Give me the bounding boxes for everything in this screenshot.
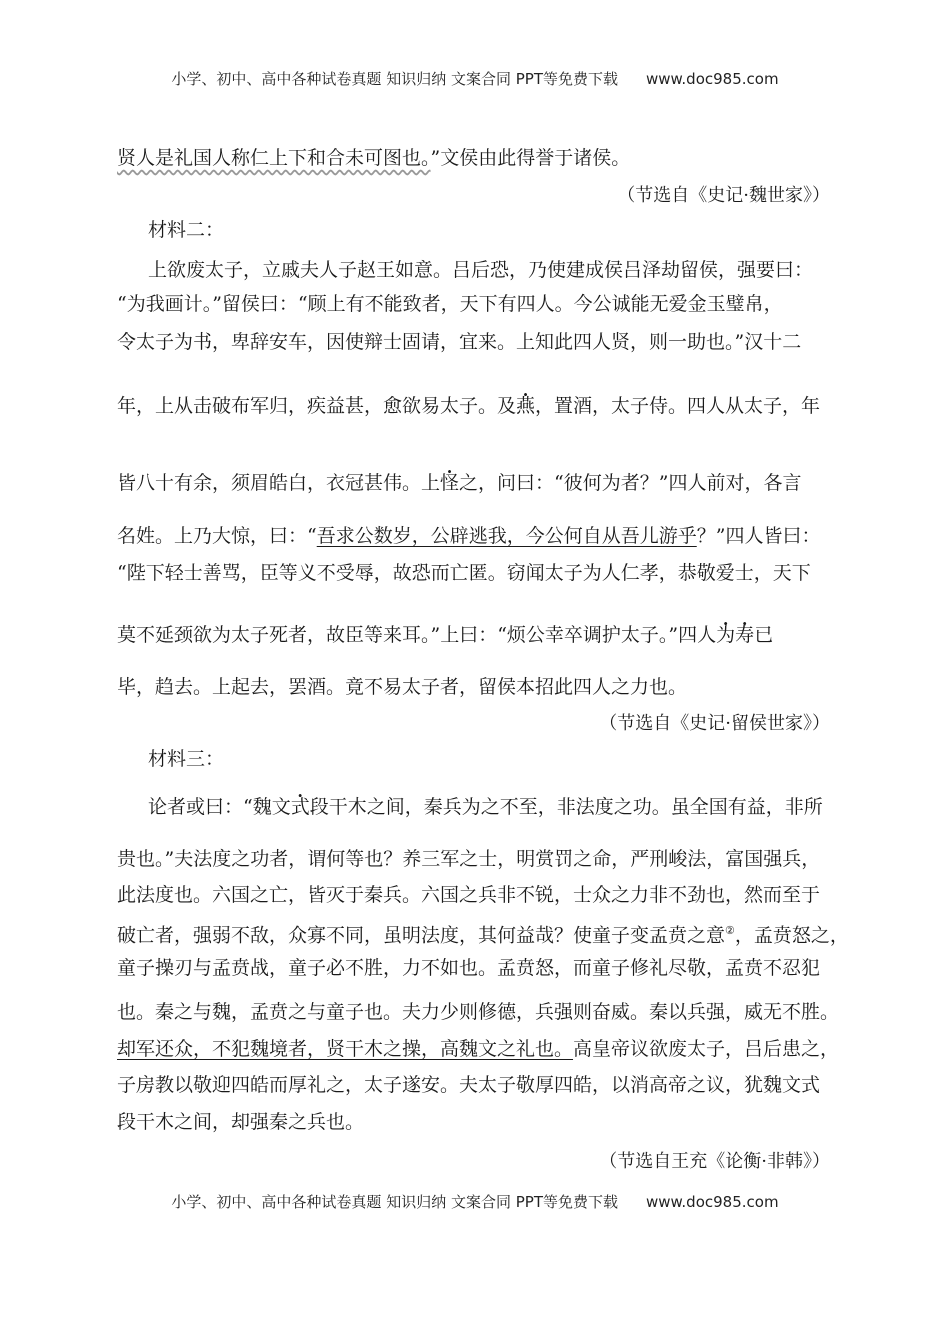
footer-text: 小学、初中、高中各种试卷真题 知识归纳 文案合同 PPT等免费下载 <box>171 1193 618 1211</box>
emphasis-dot-char: 怪 <box>440 472 460 494</box>
footnote-marker: ② <box>725 924 735 937</box>
text-line-19: 段干木之间，却强秦之兵也。 <box>117 1111 365 1133</box>
emphasis-dot-char: 为 <box>716 624 736 646</box>
text-line-11: 论者或曰：“魏文式段干木之间，秦兵为之不至，非法度之功。虽全国有益，非所 <box>148 796 823 818</box>
text-line-15: 童子操刃与孟贲战，童子必不胜，力不如也。孟贲怒，而童子修礼尽敬，孟贲不忍犯 <box>117 957 821 979</box>
header-site[interactable]: www.doc985.com <box>645 70 779 88</box>
text-line-12: 贵也。”夫法度之功者，谓何等也？养三军之士，明赏罚之命，严刑峻法，富国强兵， <box>117 848 821 870</box>
wavy-underlined-sentence: 贤人是礼国人称仁上下和合未可图也。 <box>117 147 431 169</box>
header-text: 小学、初中、高中各种试卷真题 知识归纳 文案合同 PPT等免费下载 <box>171 70 618 88</box>
text-line-9: 莫不延颈欲为太子死者，故臣等来耳。”上曰：“烦公幸卒调护太子。”四人为寿已 <box>117 624 774 646</box>
text-line-16: 也。秦之与魏，孟贲之与童子也。夫力少则修德，兵强则奋威。秦以兵强，威无不胜。 <box>117 1001 840 1023</box>
emphasis-dot-char: 式 <box>290 796 310 818</box>
text-line-2: 上欲废太子，立戚夫人子赵王如意。吕后恐，乃使建成侯吕泽劫留侯，强要曰： <box>148 259 814 281</box>
page-footer <box>0 1191 950 1212</box>
text-line-7: 名姓。上乃大惊，曰：“吾求公数岁，公辟逃我，今公何自从吾儿游乎？”四人皆曰： <box>117 525 821 547</box>
text-line-6: 皆八十有余，须眉皓白，衣冠甚伟。上怪之，问曰：“彼何为者？”四人前对，各言 <box>117 472 802 494</box>
underlined-sentence: 却军还众，不犯魏境者，贤干木之操，高魏文之礼也。 <box>117 1038 574 1060</box>
text-line-1: 贤人是礼国人称仁上下和合未可图也。”文侯由此得誉于诸侯。 <box>117 147 631 169</box>
text-line-8: “陛下轻士善骂，臣等义不受辱，故恐而亡匿。窃闻太子为人仁孝，恭敬爱士，天下 <box>117 562 811 584</box>
emphasis-dot-char: 燕 <box>516 395 536 417</box>
text-line-4: 令太子为书，卑辞安车，因使辩士固请，宜来。上知此四人贤，则一助也。”汉十二 <box>117 331 802 353</box>
text-line-14: 破亡者，强弱不敌，众寡不同，虽明法度，其何益哉？使童子变孟贲之意②，孟贲怒之， <box>117 924 849 947</box>
text-line-10: 毕，趋去。上起去，罢酒。竟不易太子者，留侯本招此四人之力也。 <box>117 676 688 698</box>
text-line-18: 子房教以敬迎四皓而厚礼之，太子遂安。夫太子敬厚四皓，以消高帝之议，犹魏文式 <box>117 1074 821 1096</box>
emphasis-dot-char: 寿 <box>735 624 755 646</box>
footer-site[interactable]: www.doc985.com <box>645 1193 779 1211</box>
text-line-5: 年，上从击破布军归，疾益甚，愈欲易太子。及燕，置酒，太子侍。四人从太子，年 <box>117 395 821 417</box>
text-line-13: 此法度也。六国之亡，皆灭于秦兵。六国之兵非不锐，士众之力非不劲也，然而至于 <box>117 884 821 906</box>
source-citation-2: （节选自《史记·留侯世家》） <box>599 713 830 734</box>
page-header <box>0 68 950 89</box>
text-line-17: 却军还众，不犯魏境者，贤干木之操，高魏文之礼也。高皇帝议欲废太子，吕后患之， <box>117 1038 840 1060</box>
section-title-3: 材料三： <box>148 748 225 770</box>
source-citation-1: （节选自《史记·魏世家》） <box>617 185 830 206</box>
section-title-2: 材料二： <box>148 219 225 241</box>
text-line-3: “为我画计。”留侯曰：“顾上有不能致者，天下有四人。今公诚能无爱金玉璧帛， <box>117 293 783 315</box>
source-citation-3: （节选自王充《论衡·非韩》） <box>599 1151 830 1172</box>
underlined-sentence: 吾求公数岁，公辟逃我，今公何自从吾儿游乎 <box>316 525 697 547</box>
